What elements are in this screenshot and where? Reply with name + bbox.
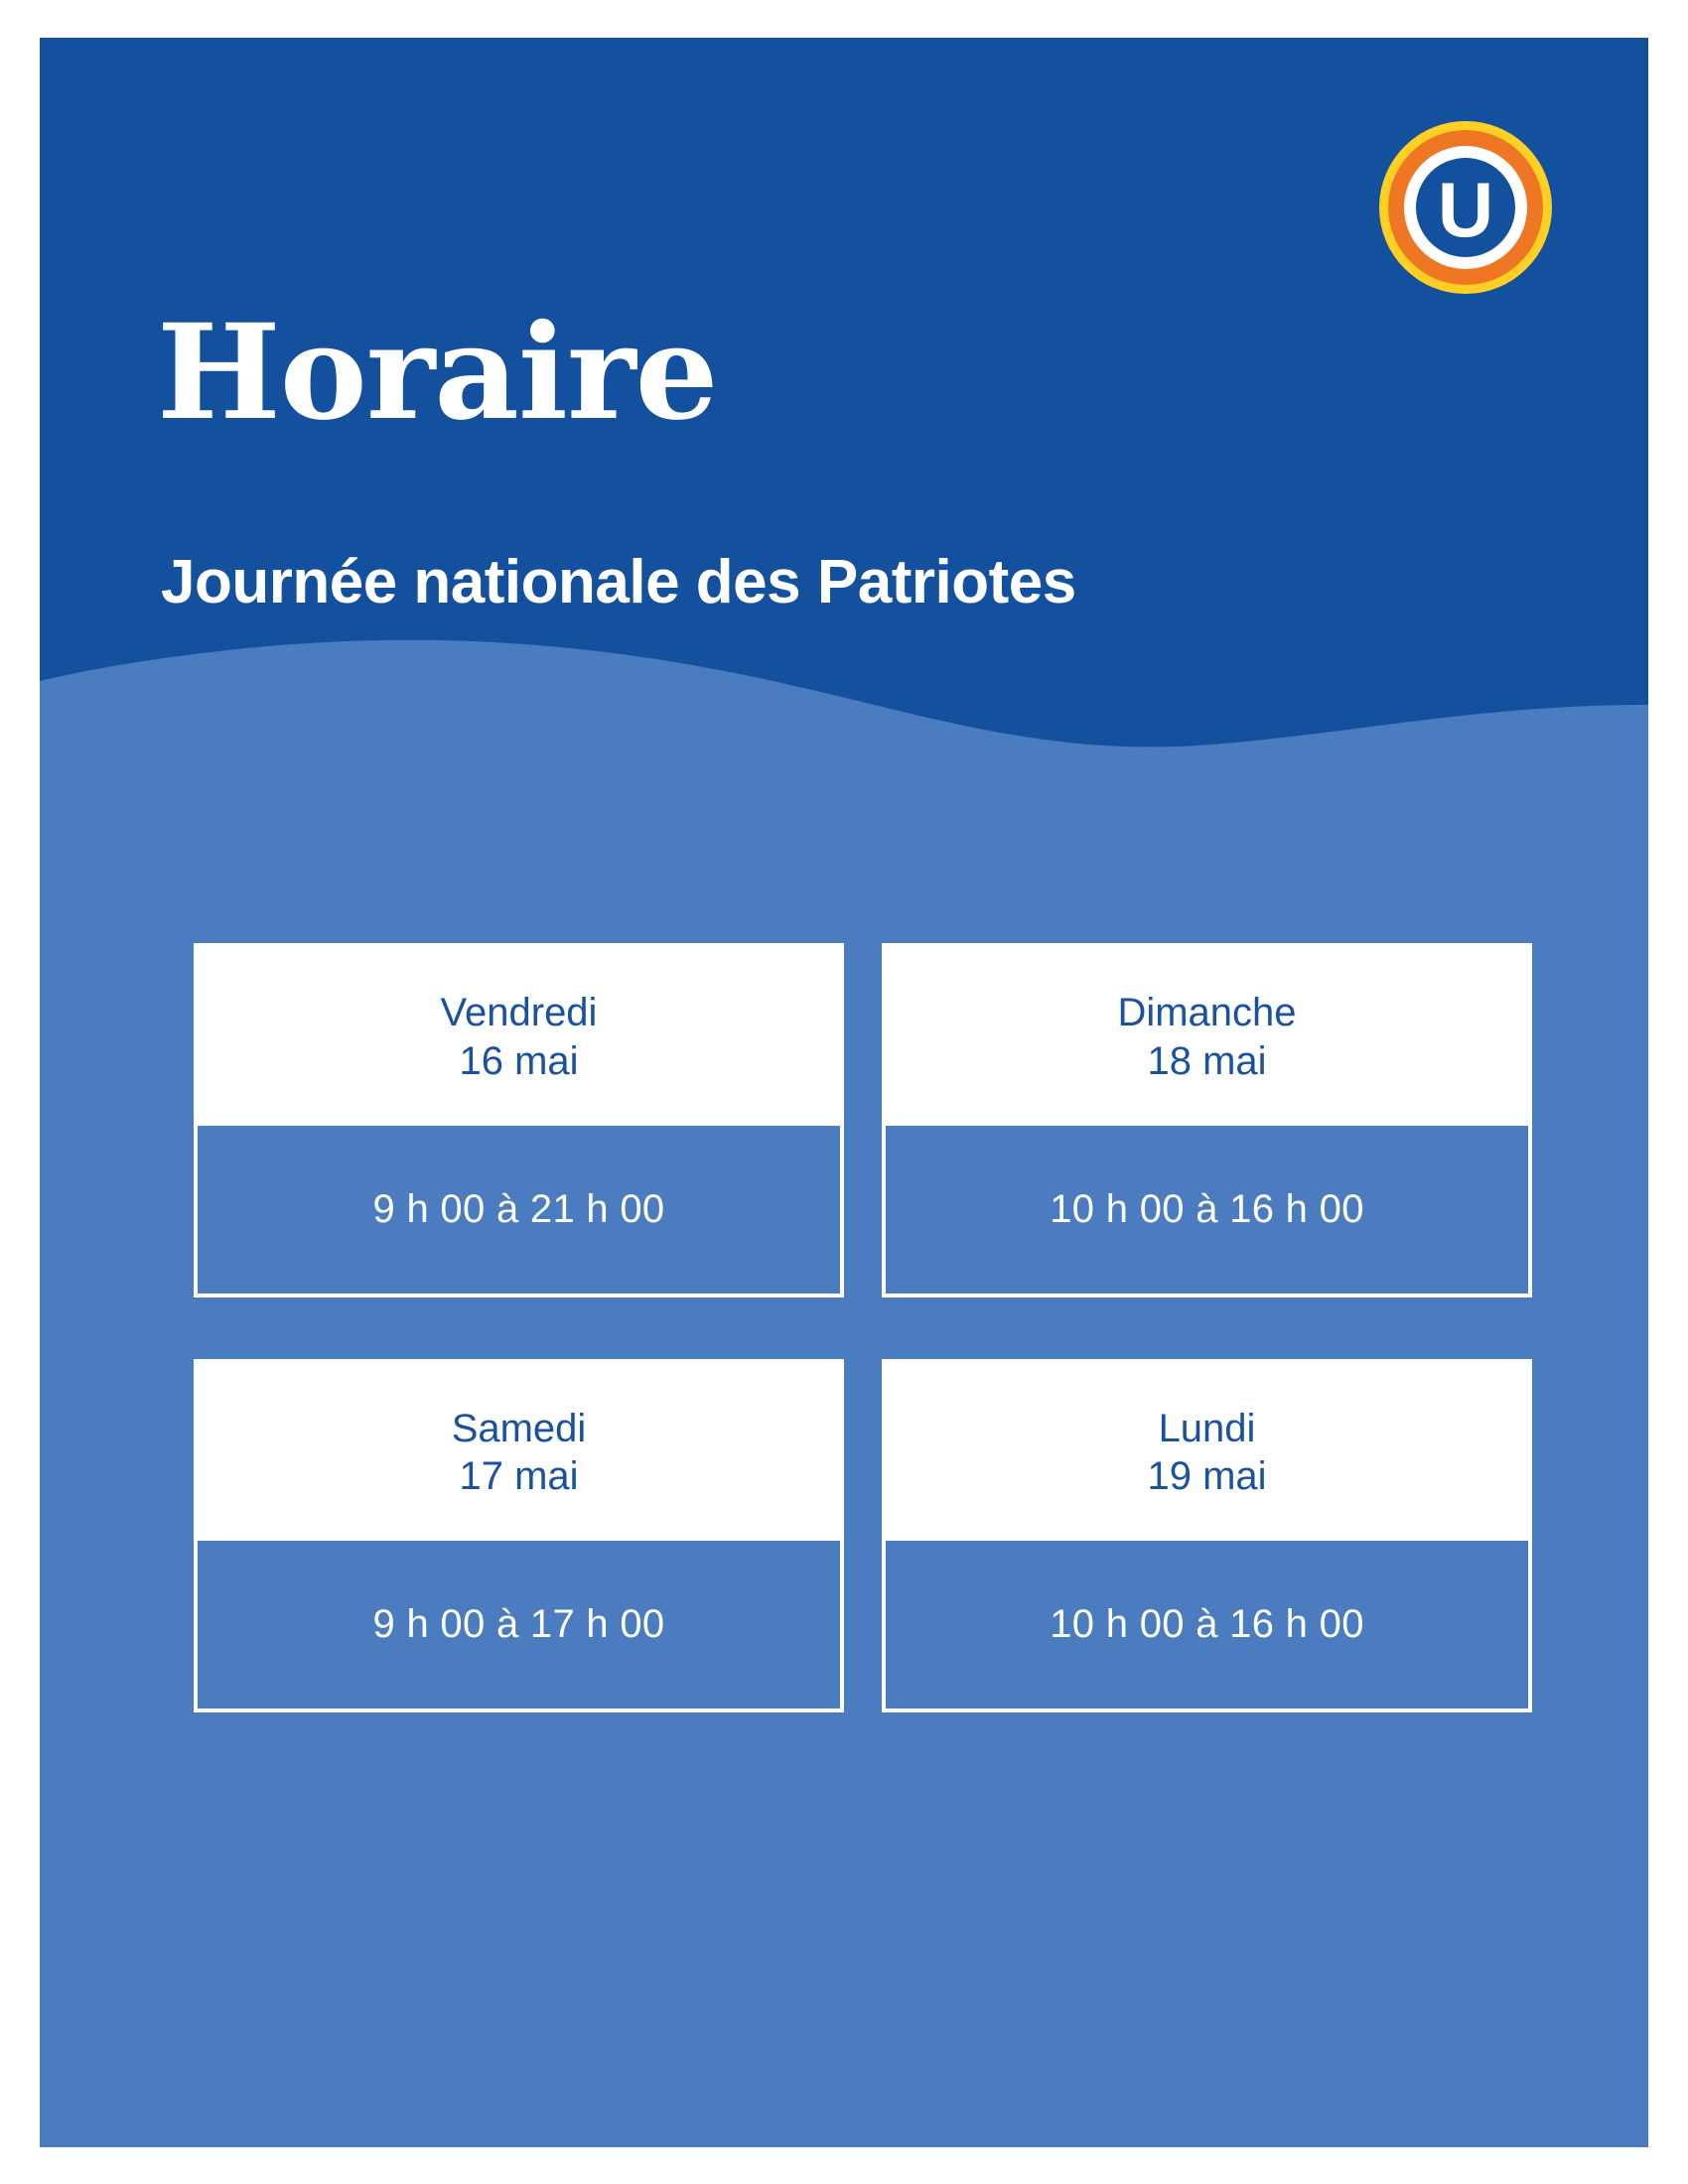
schedule-card-hours: 9 h 00 à 17 h 00	[198, 1537, 840, 1708]
poster	[40, 38, 1648, 2147]
u-logo-letter: U	[1437, 166, 1494, 253]
page-subtitle: Journée nationale des Patriotes	[161, 548, 1076, 616]
schedule-card-day	[886, 947, 1528, 1122]
schedule-card-hours: 10 h 00 à 16 h 00	[886, 1537, 1528, 1708]
schedule-day-name: Dimanche	[1117, 991, 1297, 1034]
schedule-card-day	[198, 947, 840, 1122]
poster-header	[40, 38, 1648, 822]
schedule-card	[194, 943, 844, 1297]
schedule-day-name: Samedi	[451, 1406, 587, 1450]
schedule-card-hours: 10 h 00 à 16 h 00	[886, 1122, 1528, 1294]
schedule-day-name: Lundi	[1158, 1406, 1256, 1450]
u-logo-icon	[1377, 119, 1554, 296]
page-title: Horaire	[157, 296, 718, 450]
schedule-card-day	[886, 1363, 1528, 1538]
schedule-card	[882, 1359, 1532, 1713]
schedule-card-day	[198, 1363, 840, 1538]
schedule-card	[882, 943, 1532, 1297]
schedule-day-date: 16 mai	[459, 1038, 579, 1083]
u-logo	[1377, 119, 1554, 296]
schedule-day-name: Vendredi	[440, 991, 598, 1034]
schedule-grid	[194, 943, 1504, 1712]
schedule-day-date: 17 mai	[459, 1454, 579, 1499]
schedule-card-hours: 9 h 00 à 21 h 00	[198, 1122, 840, 1294]
schedule-day-date: 18 mai	[1147, 1038, 1267, 1083]
schedule-card	[194, 1359, 844, 1713]
schedule-day-date: 19 mai	[1147, 1454, 1267, 1499]
